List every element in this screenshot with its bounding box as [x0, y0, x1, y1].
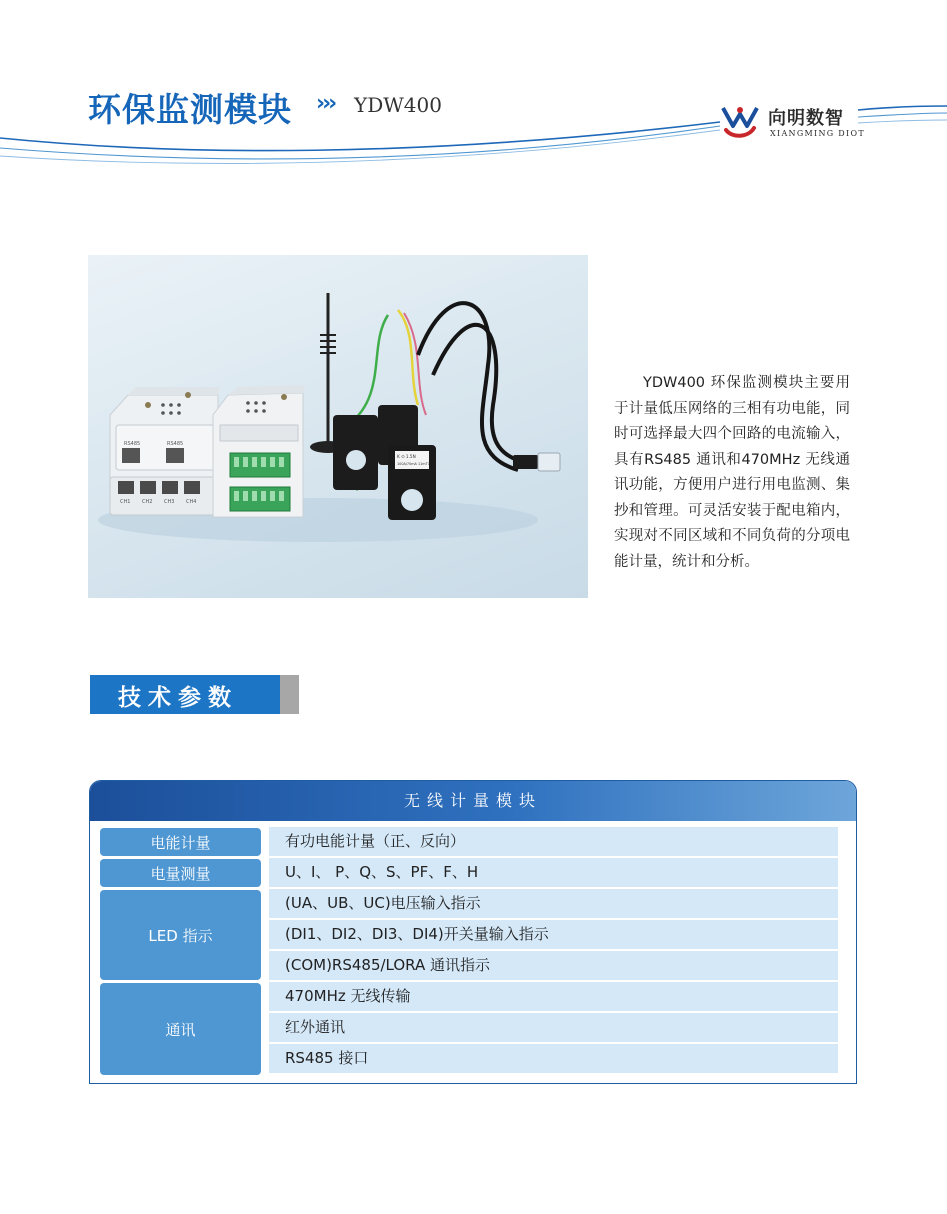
label-ch3: CH3: [164, 499, 175, 505]
title-chevrons: ›››: [316, 91, 335, 116]
spec-value-row: RS485 接口: [269, 1044, 838, 1073]
spec-category-energy: 电能计量: [100, 828, 261, 856]
section-title: 技术参数: [118, 685, 238, 711]
product-description: YDW400 环保监测模块主要用于计量低压网络的三相有功电能，同时可选择最大四个回路的电流输入，具有RS485 通讯和470MHz 无线通讯功能，方便用户进行用电监测、集抄和管理。可灵活安装于配电箱内，实现对不同区域和不同负荷的分项电能计量，统计和分析。: [614, 375, 850, 570]
brand-name: 向明数智: [768, 108, 844, 129]
label-ch1: CH1: [120, 499, 131, 505]
page-title: 环保监测模块: [88, 90, 292, 129]
label-rs485-right: RS485: [167, 441, 184, 447]
product-photo: [88, 255, 588, 598]
spec-table: [89, 780, 857, 1084]
brand-logo-icon: [720, 104, 760, 140]
model-code: YDW400: [354, 93, 442, 117]
spec-category-measure: 电量测量: [100, 859, 261, 887]
spec-value-row: 红外通讯: [269, 1013, 838, 1042]
ct-label-1: K ⊙ 1.5N: [397, 454, 416, 459]
spec-value-row: 470MHz 无线传输: [269, 982, 838, 1011]
label-ch2: CH2: [142, 499, 153, 505]
brand-subtitle: XIANGMING DIOT: [770, 129, 865, 138]
ct-label-2: 100A/70mA 11mT7: [397, 462, 430, 466]
label-ch4: CH4: [186, 499, 197, 505]
spec-value-row: (UA、UB、UC)电压输入指示: [269, 889, 838, 918]
product-illustration: [88, 255, 588, 598]
spec-value-row: U、I、 P、Q、S、PF、F、H: [269, 858, 838, 887]
spec-value-row: 有功电能计量（正、反向）: [269, 827, 838, 856]
meter-module-left: [110, 387, 220, 515]
label-rs485-left: RS485: [124, 441, 141, 447]
spec-value-row: (COM)RS485/LORA 通讯指示: [269, 951, 838, 980]
spec-category-led: LED 指示: [100, 890, 261, 980]
meter-module-right: [213, 385, 306, 517]
spec-table-header: 无线计量模块: [90, 781, 856, 821]
section-heading-accent: [280, 675, 299, 714]
spec-value-row: (DI1、DI2、DI3、DI4)开关量输入指示: [269, 920, 838, 949]
spec-category-comm: 通讯: [100, 983, 261, 1075]
